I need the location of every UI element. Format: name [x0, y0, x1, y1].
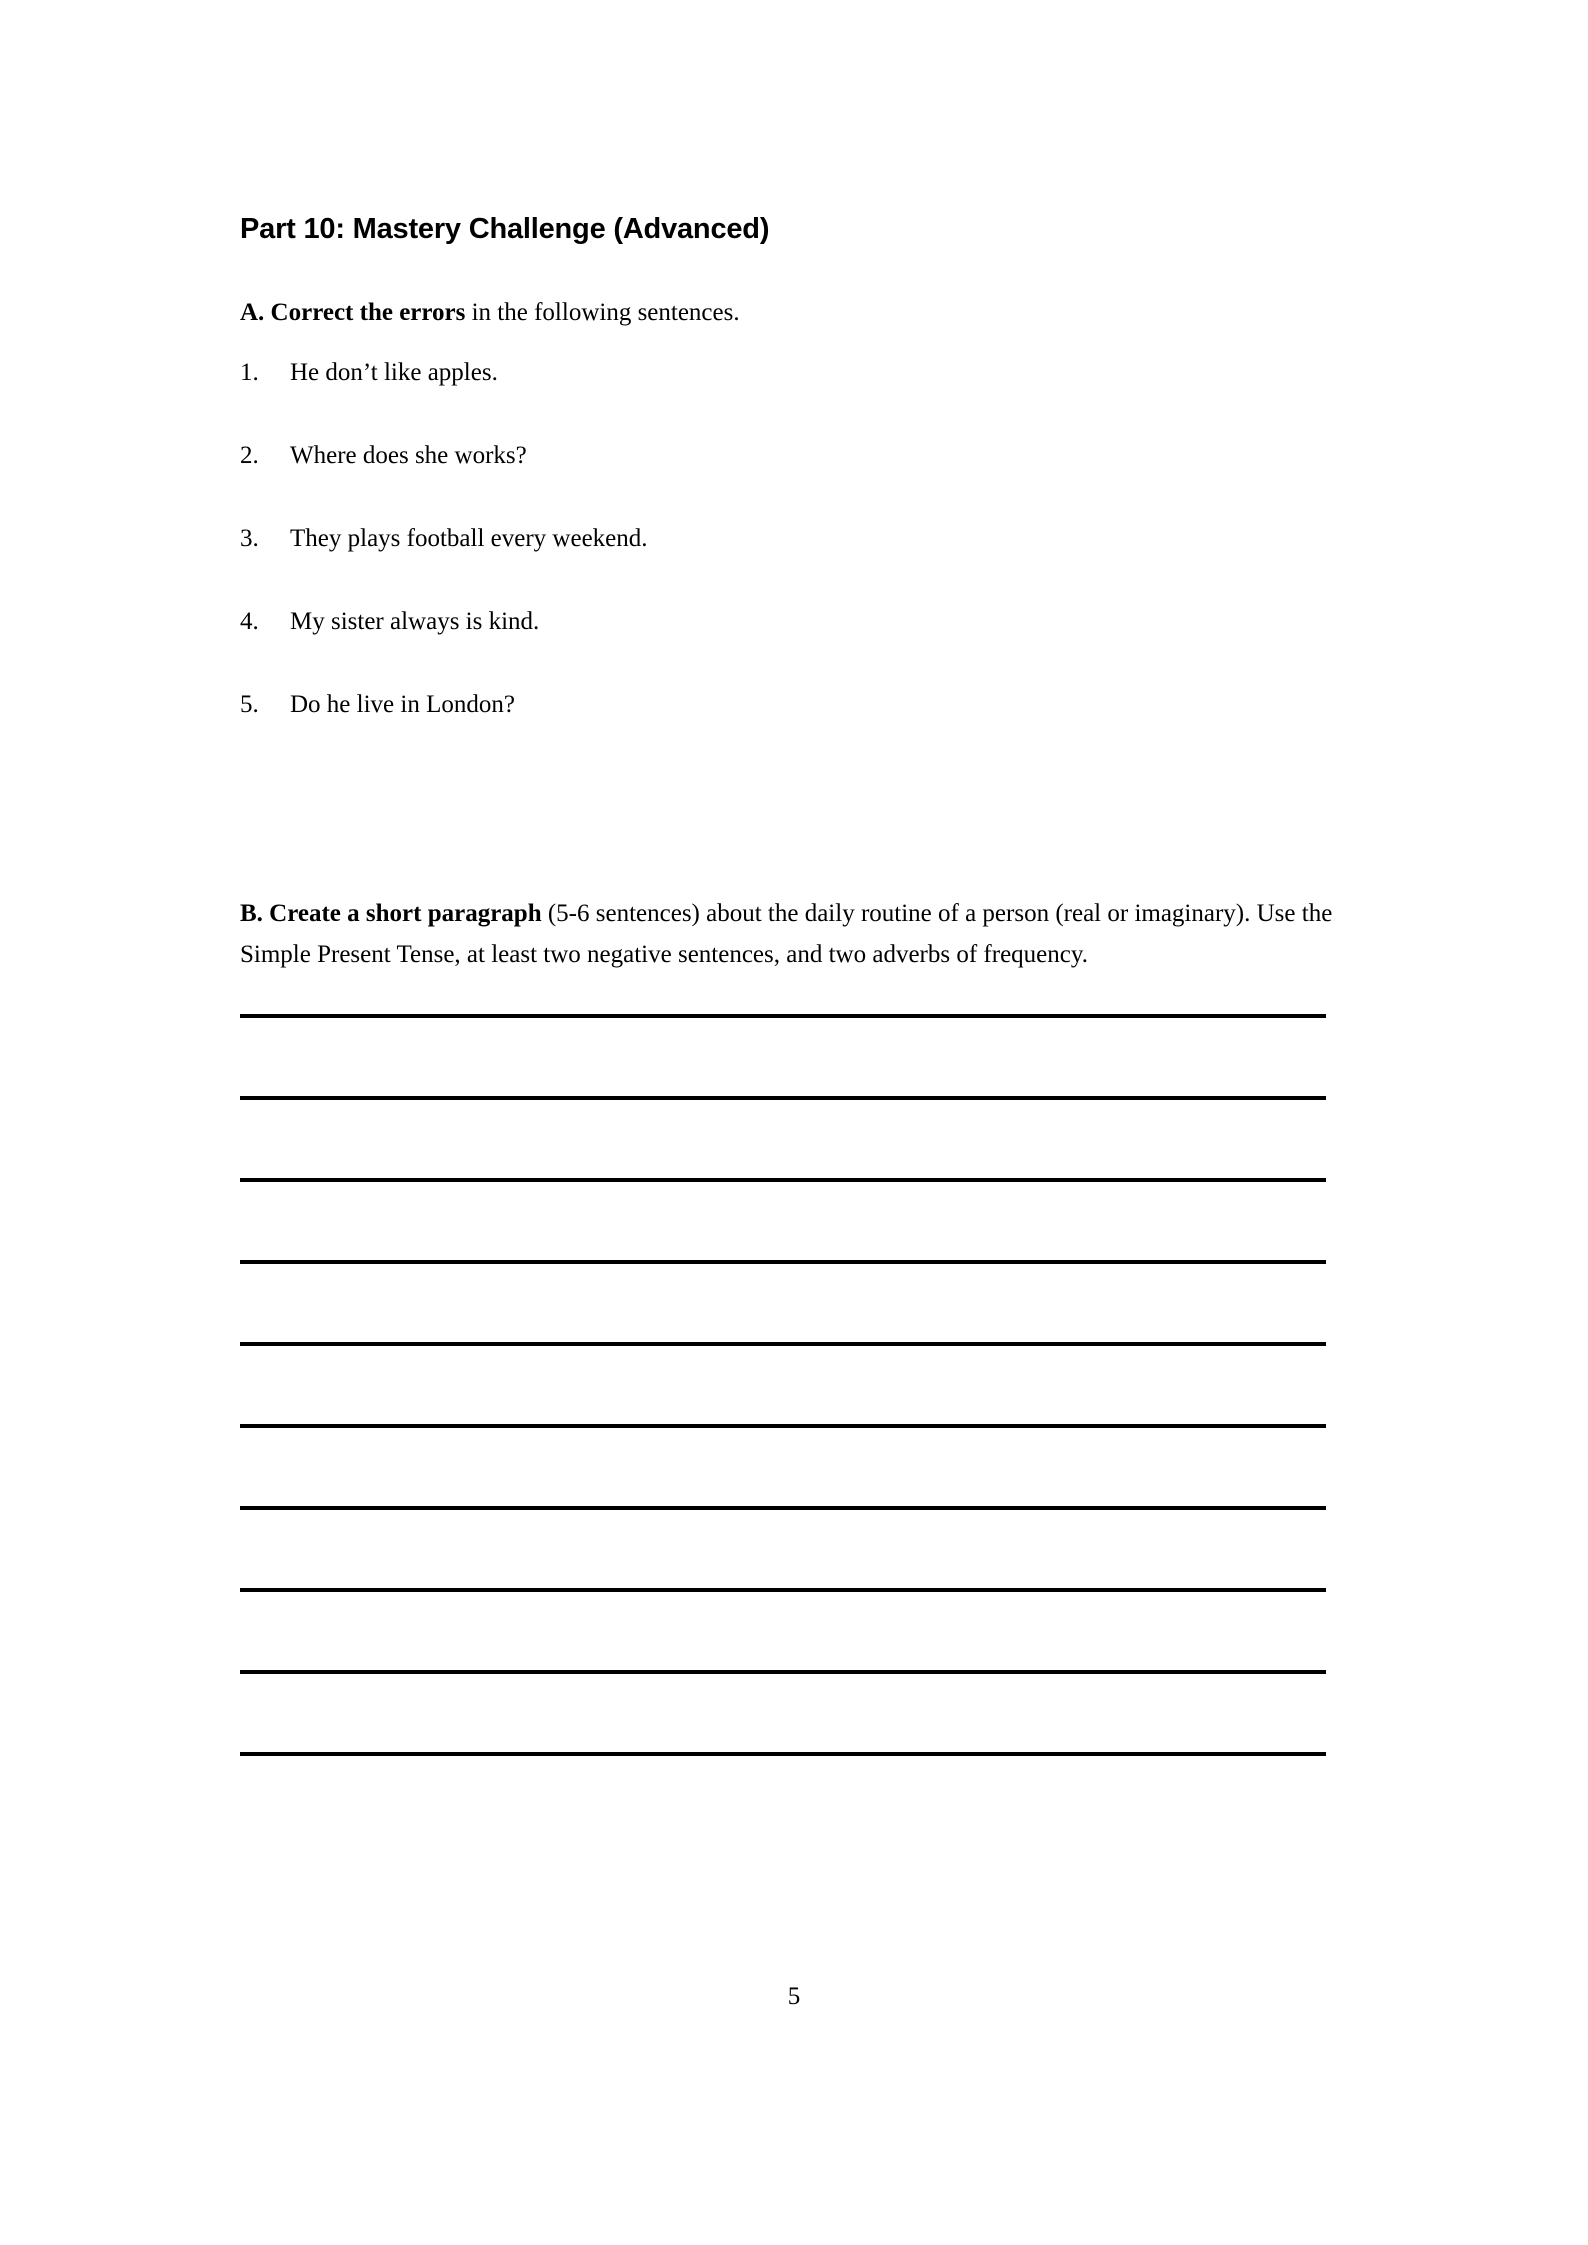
- list-item-number: 5.: [240, 691, 259, 718]
- section-a-instruction-text: in the following sentences.: [465, 299, 740, 326]
- answer-line[interactable]: [240, 1178, 1326, 1182]
- answer-writing-lines: [240, 975, 1348, 1756]
- list-item: [240, 605, 1348, 688]
- list-item-text: My sister always is kind.: [290, 608, 540, 635]
- answer-line[interactable]: [240, 1424, 1326, 1428]
- answer-line[interactable]: [240, 1588, 1326, 1592]
- list-item: [240, 688, 1348, 771]
- error-correction-list: [240, 330, 1348, 771]
- answer-line[interactable]: [240, 1506, 1326, 1510]
- answer-line[interactable]: [240, 1260, 1326, 1264]
- list-item: [240, 522, 1348, 605]
- answer-line[interactable]: [240, 1096, 1326, 1100]
- list-item: [240, 439, 1348, 522]
- section-b-instruction-text: (5-6 sentences) about the daily routine of a person (real or imaginary). Use the Simple Present Tense, at least two negative sentences, and two adverbs of frequency.: [240, 900, 1333, 968]
- section-b-label: B. Create a short paragraph: [240, 900, 542, 927]
- list-item-number: 2.: [240, 442, 259, 469]
- answer-line[interactable]: [240, 1752, 1326, 1756]
- list-item-number: 4.: [240, 608, 259, 635]
- list-item-text: They plays football every weekend.: [290, 525, 648, 552]
- page-title: Part 10: Mastery Challenge (Advanced): [240, 213, 770, 245]
- section-b-instruction: [240, 771, 1348, 975]
- list-item-text: Where does she works?: [290, 442, 527, 469]
- answer-line[interactable]: [240, 1014, 1326, 1018]
- page-number: 5: [787, 1983, 801, 2010]
- list-item-number: 3.: [240, 525, 259, 552]
- answer-line[interactable]: [240, 1670, 1326, 1674]
- answer-line[interactable]: [240, 1342, 1326, 1346]
- list-item-text: Do he live in London?: [290, 691, 515, 718]
- list-item-number: 1.: [240, 359, 259, 386]
- section-a-label: A. Correct the errors: [240, 299, 466, 326]
- list-item-text: He don’t like apples.: [290, 359, 498, 386]
- section-a-instruction: [240, 246, 1348, 330]
- page-content: [240, 0, 1348, 1756]
- list-item: [240, 356, 1348, 439]
